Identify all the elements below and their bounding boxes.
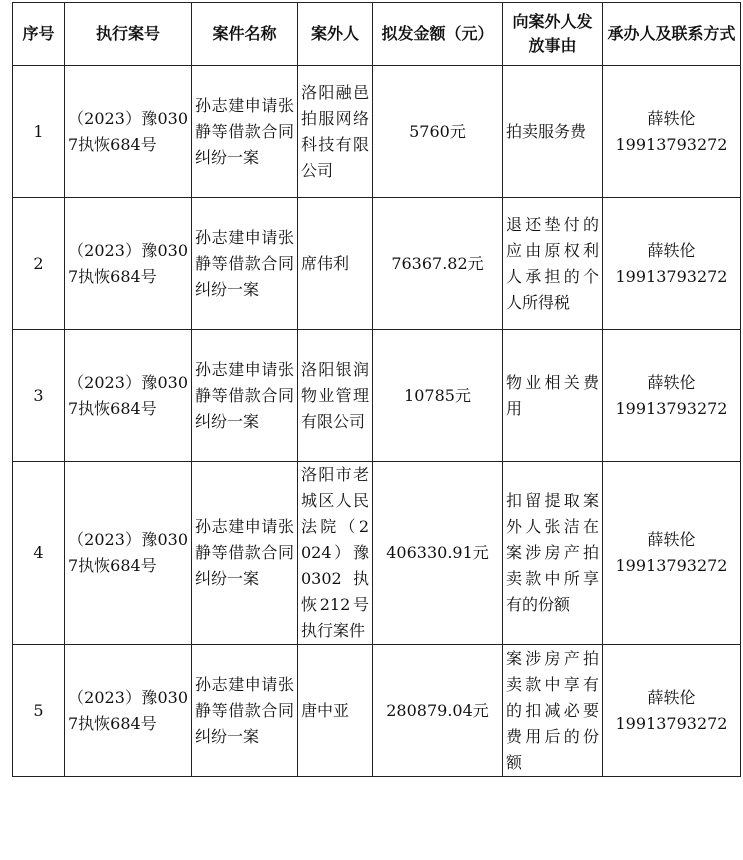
header-handler-contact: 承办人及联系方式 [603,3,741,66]
case-no-cell: （2023）豫0307执恢684号 [65,66,192,198]
table-row [13,330,741,462]
handler-phone: 19913793272 [615,556,728,575]
case-no-cell: （2023）豫0307执恢684号 [65,462,192,645]
contact-cell [603,66,741,198]
amount-cell: 76367.82元 [373,198,503,330]
handler-phone: 19913793272 [615,134,728,154]
amount-cell: 10785元 [373,330,503,462]
header-case-name: 案件名称 [192,3,298,66]
table-row [13,462,741,645]
table-row [13,645,741,777]
case-no-cell: （2023）豫0307执恢684号 [65,330,192,462]
case-name-cell: 孙志建申请张静等借款合同纠纷一案 [192,66,298,198]
header-row [13,3,741,66]
contact-cell [603,198,741,330]
seq-cell: 4 [13,462,65,645]
case-no-cell: （2023）豫0307执恢684号 [65,645,192,777]
contact-cell [603,645,741,777]
case-no-cell: （2023）豫0307执恢684号 [65,198,192,330]
contact-cell [603,462,741,645]
handler-name: 薛轶伦 [647,687,696,707]
outsider-cell: 唐中亚 [298,645,373,777]
amount-cell: 5760元 [373,66,503,198]
case-name-cell: 孙志建申请张静等借款合同纠纷一案 [192,462,298,645]
case-name-cell: 孙志建申请张静等借款合同纠纷一案 [192,330,298,462]
header-reason: 向案外人发放事由 [503,3,603,66]
handler-name: 薛轶伦 [647,240,696,260]
seq-cell: 2 [13,198,65,330]
handler-name: 薛轶伦 [647,372,696,392]
seq-cell: 1 [13,66,65,198]
reason-cell: 退还垫付的应由原权利人承担的个人所得税 [503,198,603,330]
amount-cell: 280879.04元 [373,645,503,777]
outsider-cell: 洛阳融邑拍服网络科技有限公司 [298,66,373,198]
seq-cell: 3 [13,330,65,462]
handler-phone: 19913793272 [615,398,728,418]
table-row [13,66,741,198]
handler-name: 薛轶伦 [647,108,696,128]
header-outsider: 案外人 [298,3,373,66]
reason-cell: 拍卖服务费 [503,66,603,198]
outsider-cell: 席伟利 [298,198,373,330]
handler-phone: 19913793272 [615,713,728,733]
outsider-cell: 洛阳银润物业管理有限公司 [298,330,373,462]
contact-cell [603,330,741,462]
handler-phone: 19913793272 [615,266,728,286]
table-row [13,198,741,330]
header-amount: 拟发金额（元） [373,3,503,66]
header-seq: 序号 [13,3,65,66]
reason-cell: 物业相关费用 [503,330,603,462]
header-case-no: 执行案号 [65,3,192,66]
reason-cell: 案涉房产拍卖款中享有的扣减必要费用后的份额 [503,645,603,777]
amount-cell: 406330.91元 [373,462,503,645]
reason-cell: 扣留提取案外人张洁在案涉房产拍卖款中所享有的份额 [503,462,603,645]
handler-name: 薛轶伦 [647,530,696,549]
disbursement-table [12,2,741,777]
case-name-cell: 孙志建申请张静等借款合同纠纷一案 [192,645,298,777]
outsider-cell: 洛阳市老城区人民法院（2024）豫0302执恢212号执行案件 [298,462,373,645]
case-name-cell: 孙志建申请张静等借款合同纠纷一案 [192,198,298,330]
seq-cell: 5 [13,645,65,777]
